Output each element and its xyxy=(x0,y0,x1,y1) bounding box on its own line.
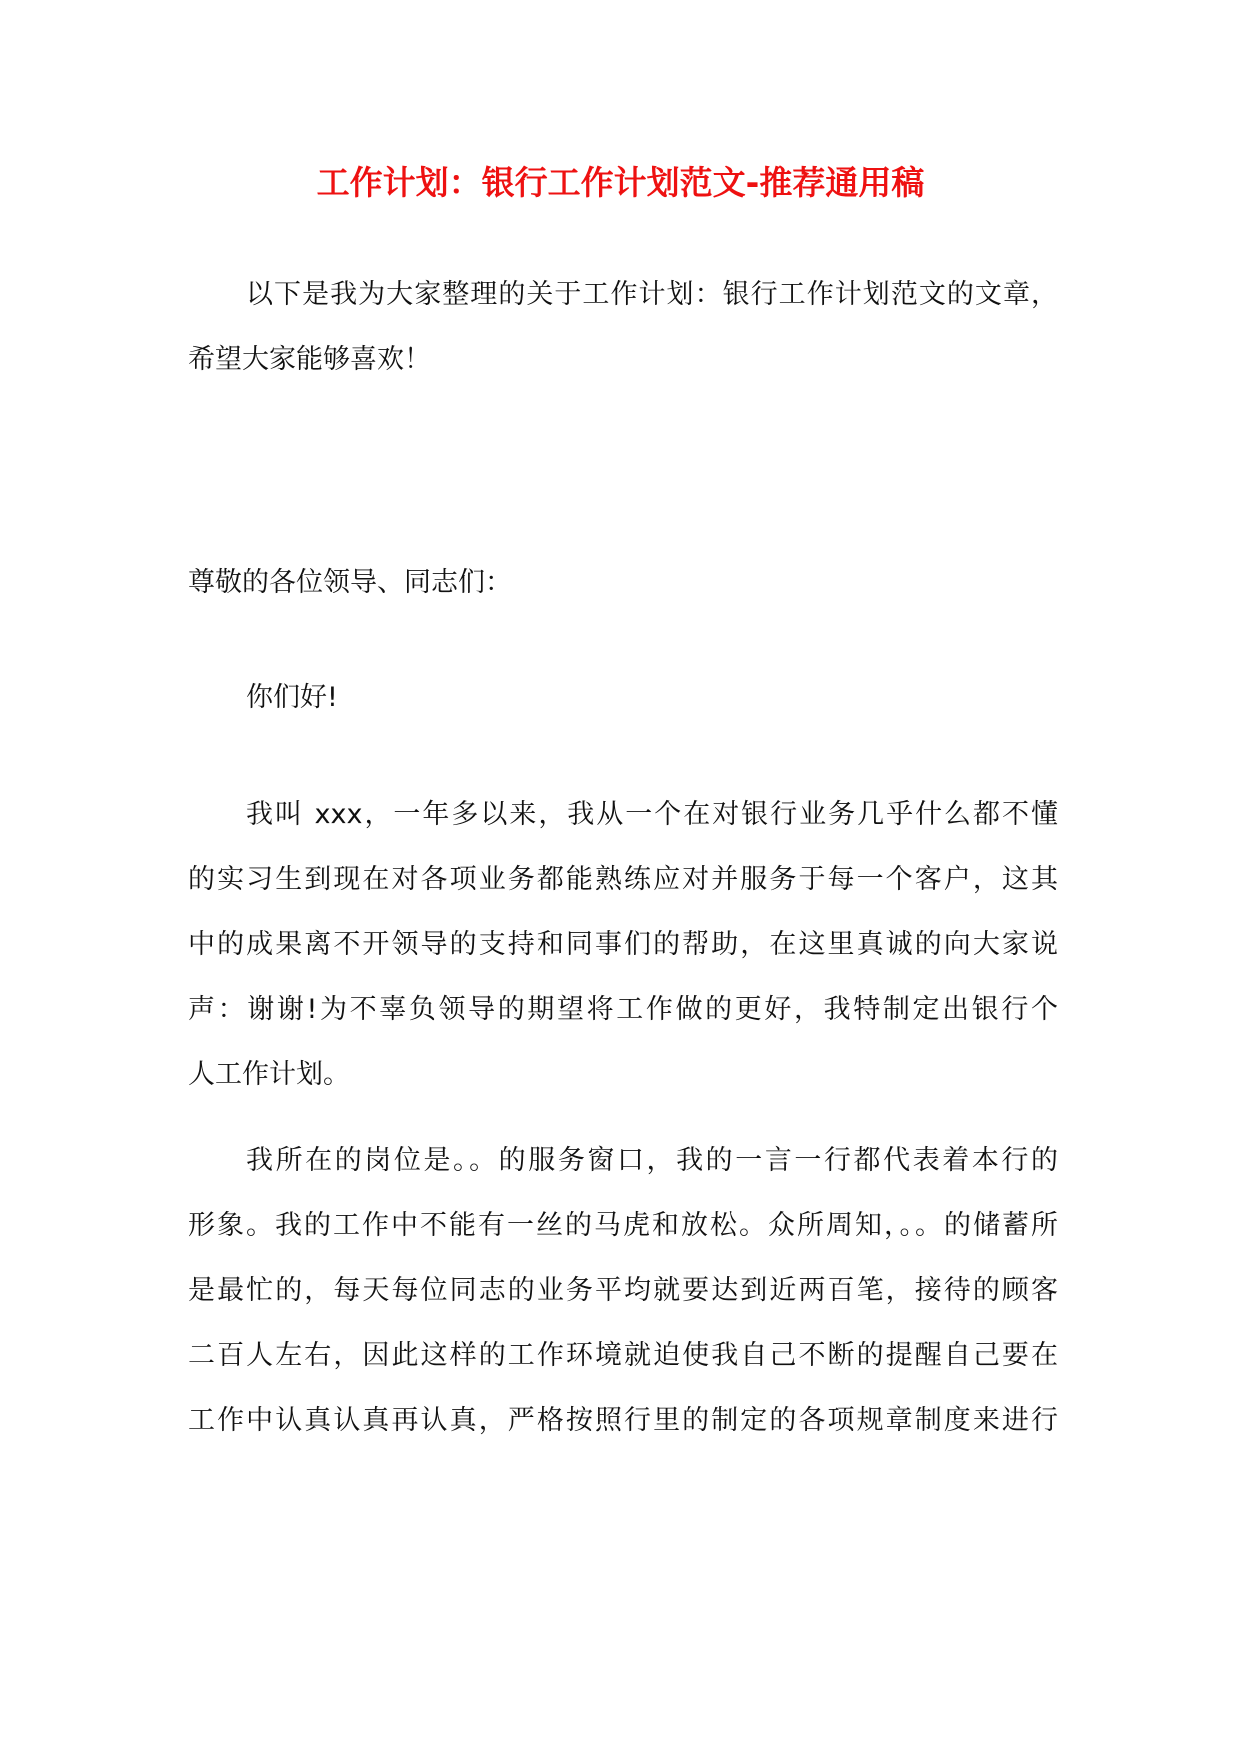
intro-line-1: 以下是我为大家整理的关于工作计划：银行工作计划范文的文章， xyxy=(246,279,1058,310)
paragraph-2 xyxy=(188,1128,1058,1453)
greeting-text: 你们好! xyxy=(246,682,338,713)
greeting xyxy=(188,665,1058,730)
paragraph-2-line-4: 二百人左右，因此这样的工作环境就迫使我自己不断的提醒自己要在 xyxy=(188,1340,1058,1371)
salutation-text: 尊敬的各位领导、同志们： xyxy=(188,567,512,598)
paragraph-1-line-1: 我叫 xxx，一年多以来，我从一个在对银行业务几乎什么都不懂 xyxy=(246,799,1058,830)
paragraph-1 xyxy=(188,782,1058,1107)
intro-line-2: 希望大家能够喜欢！ xyxy=(188,344,431,375)
intro-paragraph xyxy=(188,262,1058,392)
paragraph-2-line-1: 我所在的岗位是。。的服务窗口，我的一言一行都代表着本行的 xyxy=(246,1145,1058,1176)
salutation xyxy=(188,550,1058,615)
document-title: 工作计划：银行工作计划范文-推荐通用稿 xyxy=(316,163,925,202)
paragraph-2-line-5: 工作中认真认真再认真，严格按照行里的制定的各项规章制度来进行 xyxy=(188,1405,1058,1436)
paragraph-1-line-2: 的实习生到现在对各项业务都能熟练应对并服务于每一个客户，这其 xyxy=(188,864,1058,895)
paragraph-2-line-2: 形象。我的工作中不能有一丝的马虎和放松。众所周知，。。的储蓄所 xyxy=(188,1210,1058,1241)
paragraph-1-line-3: 中的成果离不开领导的支持和同事们的帮助，在这里真诚的向大家说 xyxy=(188,929,1058,960)
paragraph-1-line-4: 声：谢谢!为不辜负领导的期望将工作做的更好，我特制定出银行个 xyxy=(188,994,1058,1025)
paragraph-1-line-5: 人工作计划。 xyxy=(188,1059,350,1090)
paragraph-2-line-3: 是最忙的，每天每位同志的业务平均就要达到近两百笔，接待的顾客 xyxy=(188,1275,1058,1306)
